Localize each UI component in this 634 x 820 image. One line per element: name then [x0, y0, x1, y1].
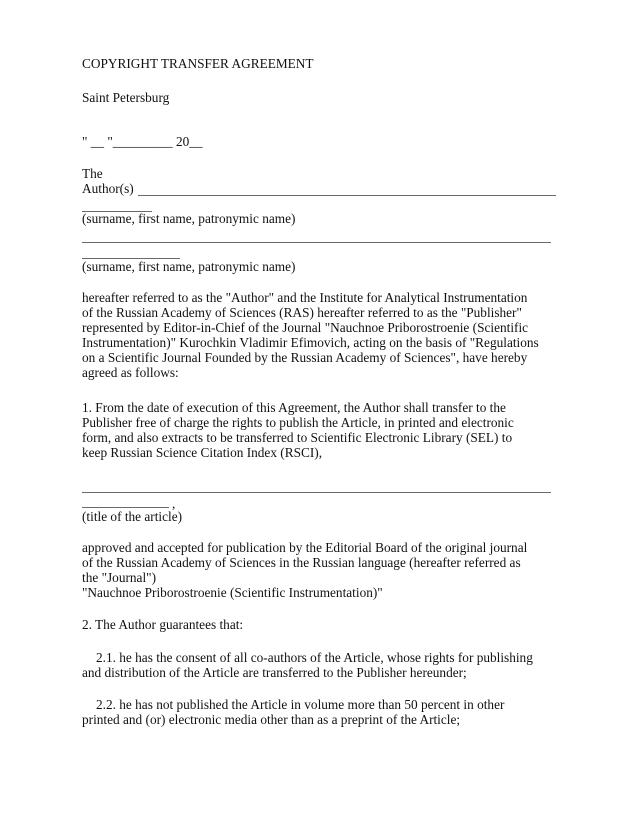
preamble-line: hereafter referred to as the "Author" and the Institute for Analytical Instrumentation — [82, 290, 528, 305]
approval-line: of the Russian Academy of Sciences in the Russian language (hereafter referred as — [82, 555, 521, 570]
preamble-line: Instrumentation)" Kurochkin Vladimir Efimovich, acting on the basis of "Regulations — [82, 335, 539, 350]
clause-2-1-line: and distribution of the Article are transferred to the Publisher hereunder; — [82, 665, 467, 680]
article-title-comma: , — [172, 496, 176, 511]
date-field: " __ "_________ 20__ — [82, 134, 203, 149]
approval-paragraph — [82, 540, 562, 600]
preamble-line: on a Scientific Journal Founded by the Russian Academy of Sciences", have hereby — [82, 350, 528, 365]
title-hint: (title of the article) — [82, 509, 183, 524]
clause-2-heading: 2. The Author guarantees that: — [82, 617, 244, 632]
author-name-blank-1 — [138, 195, 556, 196]
city-label: Saint Petersburg — [82, 90, 170, 105]
article-title-blank — [82, 492, 551, 493]
author-label: Author(s) — [82, 181, 134, 196]
name-hint-1: (surname, first name, patronymic name) — [82, 211, 296, 226]
document-title: COPYRIGHT TRANSFER AGREEMENT — [82, 56, 314, 71]
preamble-line: of the Russian Academy of Sciences (RAS) hereafter referred to as the "Publisher" — [82, 305, 522, 320]
clause-2-2-paragraph — [82, 697, 562, 727]
author-label-the: The — [82, 166, 103, 181]
clause-1-line: 1. From the date of execution of this Agreement, the Author shall transfer to the — [82, 400, 506, 415]
name-hint-2: (surname, first name, patronymic name) — [82, 259, 296, 274]
preamble-paragraph — [82, 290, 562, 380]
clause-1-line: keep Russian Science Citation Index (RSCI), — [82, 445, 323, 460]
approval-line: the "Journal") — [82, 570, 156, 585]
article-title-blank-cont — [82, 507, 169, 508]
clause-1-line: form, and also extracts to be transferred to Scientific Electronic Library (SEL) to — [82, 430, 513, 445]
clause-1-paragraph — [82, 400, 562, 460]
approval-line: approved and accepted for publication by the Editorial Board of the original journal — [82, 540, 528, 555]
approval-line: "Nauchnoe Priborostroenie (Scientific Instrumentation)" — [82, 585, 383, 600]
clause-2-2-line: 2.2. he has not published the Article in volume more than 50 percent in other — [96, 697, 505, 712]
clause-2-2-line: printed and (or) electronic media other than as a preprint of the Article; — [82, 712, 461, 727]
clause-2-1-line: 2.1. he has the consent of all co-authors of the Article, whose rights for publishing — [96, 650, 533, 665]
preamble-line: agreed as follows: — [82, 365, 179, 380]
author-name-blank-2 — [82, 242, 551, 243]
clause-2-1-paragraph — [82, 650, 562, 680]
preamble-line: represented by Editor-in-Chief of the Journal "Nauchnoe Priborostroenie (Scientific — [82, 320, 529, 335]
clause-1-line: Publisher free of charge the rights to publish the Article, in printed and electronic — [82, 415, 514, 430]
